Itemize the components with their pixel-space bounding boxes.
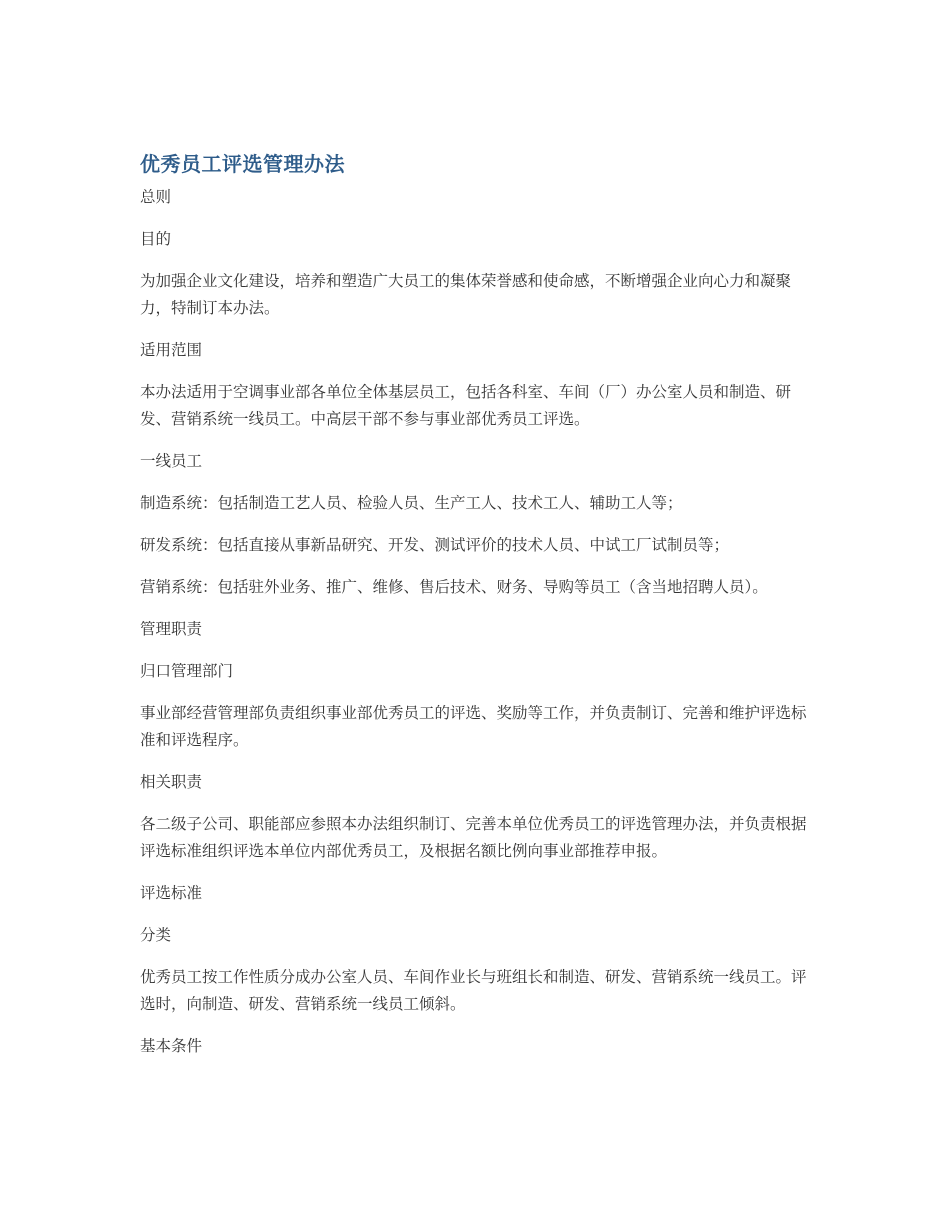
paragraph: 研发系统：包括直接从事新品研究、开发、测试评价的技术人员、中试工厂试制员等； bbox=[140, 536, 730, 554]
section-heading: 评选标准 bbox=[140, 884, 203, 902]
paragraph: 本办法适用于空调事业部各单位全体基层员工，包括各科室、车间（厂）办公室人员和制造、研发、营销系统一线员工。中高层干部不参与事业部优秀员工评选。 bbox=[140, 383, 792, 428]
document-title: 优秀员工评选管理办法 bbox=[140, 152, 345, 176]
subsection-heading: 适用范围 bbox=[140, 341, 203, 359]
subsection-heading: 归口管理部门 bbox=[140, 662, 234, 680]
paragraph: 为加强企业文化建设，培养和塑造广大员工的集体荣誉感和使命感，不断增强企业向心力和凝聚力，特制订本办法。 bbox=[140, 272, 792, 317]
paragraph: 营销系统：包括驻外业务、推广、维修、售后技术、财务、导购等员工（含当地招聘人员）。 bbox=[140, 578, 768, 596]
subsection-heading: 基本条件 bbox=[140, 1037, 203, 1055]
paragraph: 优秀员工按工作性质分成办公室人员、车间作业长与班组长和制造、研发、营销系统一线员工。评选时，向制造、研发、营销系统一线员工倾斜。 bbox=[140, 968, 807, 1013]
section-heading: 总则 bbox=[140, 188, 172, 206]
document-page bbox=[140, 150, 820, 1075]
subsection-heading: 分类 bbox=[140, 926, 172, 944]
paragraph: 各二级子公司、职能部应参照本办法组织制订、完善本单位优秀员工的评选管理办法，并负责根据评选标准组织评选本单位内部优秀员工，及根据名额比例向事业部推荐申报。 bbox=[140, 815, 807, 860]
paragraph: 事业部经营管理部负责组织事业部优秀员工的评选、奖励等工作，并负责制订、完善和维护评选标准和评选程序。 bbox=[140, 704, 807, 749]
subsection-heading: 一线员工 bbox=[140, 452, 203, 470]
section-heading: 管理职责 bbox=[140, 620, 203, 638]
subsection-heading: 相关职责 bbox=[140, 773, 203, 791]
subsection-heading: 目的 bbox=[140, 230, 172, 248]
paragraph: 制造系统：包括制造工艺人员、检验人员、生产工人、技术工人、辅助工人等； bbox=[140, 494, 683, 512]
